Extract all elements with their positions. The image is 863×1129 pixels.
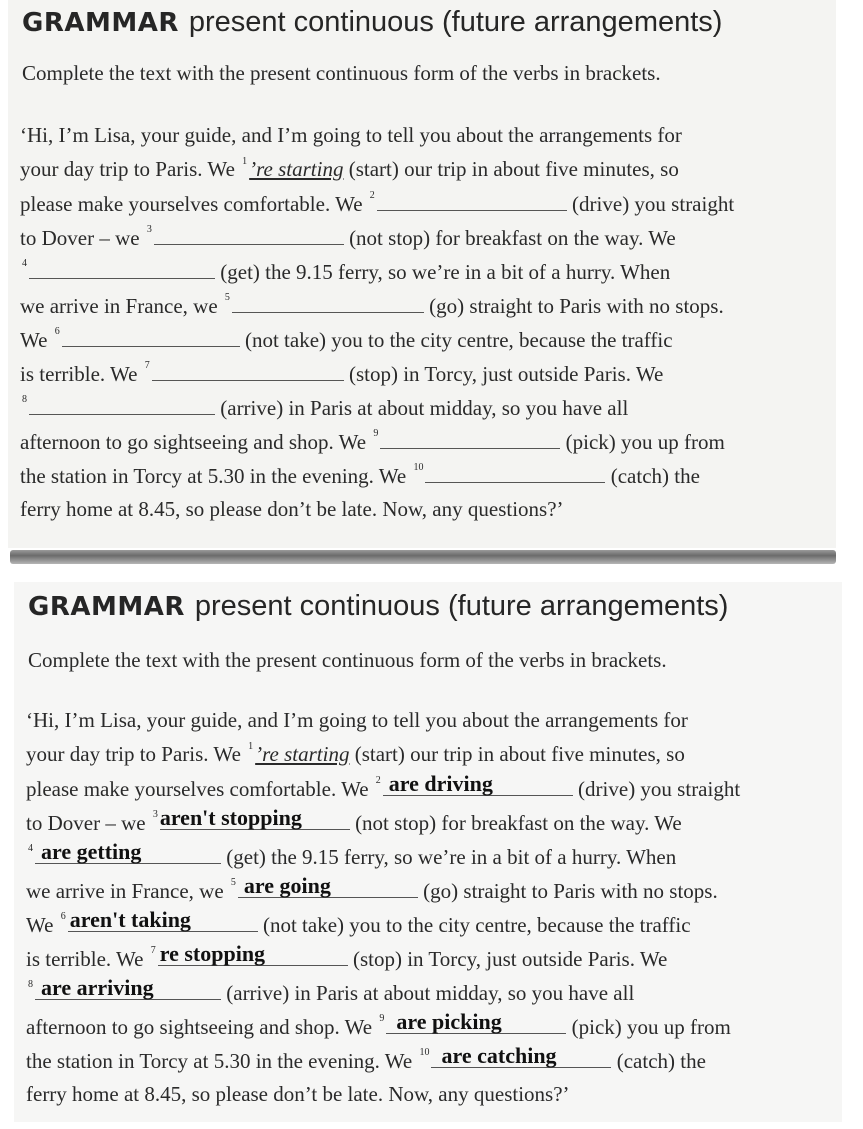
text-line: $^8$ (arrive) in Paris at about midday, so you have all — [22, 394, 629, 420]
answer-field[interactable] — [158, 941, 348, 966]
text-line: afternoon to go sightseeing and shop. We $^9$ are picking (pick) you up from — [26, 1009, 731, 1039]
text-line: please make yourselves comfortable. We $^2$ (drive) you straight — [20, 190, 735, 216]
answer-field[interactable] — [35, 839, 221, 864]
grammar-label: GRAMMAR — [22, 8, 179, 38]
text-line: ferry home at 8.45, so please don’t be late. Now, any questions?’ — [20, 497, 564, 521]
text-line: to Dover – we $^3$ aren't stopping (not stop) for breakfast on the way. We — [26, 805, 682, 835]
answer-blank[interactable] — [152, 360, 344, 381]
answer-blank[interactable] — [380, 428, 560, 449]
answer-blank[interactable] — [425, 462, 605, 483]
exercise-heading — [28, 590, 728, 623]
heading-title: present continuous (future arrangements) — [194, 590, 729, 622]
answer-field[interactable] — [68, 907, 258, 932]
text-line: the station in Torcy at 5.30 in the evening. We $^{10}$ are catching (catch) the — [26, 1043, 706, 1073]
answer-field[interactable] — [238, 873, 418, 898]
text-line: to Dover – we $^3$ (not stop) for breakfast on the way. We — [20, 224, 676, 250]
text-line: afternoon to go sightseeing and shop. We $^9$ (pick) you up from — [20, 428, 725, 454]
text-line: is terrible. We $^7$ re stopping (stop) in Torcy, just outside Paris. We — [26, 941, 668, 971]
text-line: we arrive in France, we $^5$ are going (go) straight to Paris with no stops. — [26, 873, 718, 903]
answer-blank[interactable] — [232, 292, 424, 313]
text-line: we arrive in France, we $^5$ (go) straight to Paris with no stops. — [20, 292, 724, 318]
text-line: We $^6$ (not take) you to the city centre, because the traffic — [20, 326, 673, 352]
answer-text: are picking — [396, 1009, 502, 1034]
answer-text: aren't stopping — [159, 805, 302, 830]
answer-field[interactable] — [383, 771, 573, 796]
divider — [10, 550, 836, 564]
text-line: ‘Hi, I’m Lisa, your guide, and I’m going to tell you about the arrangements for — [20, 123, 682, 147]
answer-text: are catching — [441, 1043, 557, 1068]
exercise-panel-blank — [8, 0, 836, 548]
grammar-label: GRAMMAR — [28, 592, 185, 622]
answer-text: re stopping — [159, 941, 266, 966]
answer-blank[interactable] — [62, 326, 240, 347]
answer-field[interactable] — [159, 805, 350, 830]
text-line: ‘Hi, I’m Lisa, your guide, and I’m going to tell you about the arrangements for — [26, 708, 688, 732]
answer-blank[interactable] — [154, 224, 344, 245]
text-line: $^4$ are getting (get) the 9.15 ferry, so we’re in a bit of a hurry. When — [28, 839, 677, 869]
answer-text: aren't taking — [69, 907, 191, 932]
heading-title: present continuous (future arrangements) — [188, 6, 723, 38]
answer-text: are getting — [41, 839, 142, 864]
answer-field[interactable] — [35, 975, 221, 1000]
answer-text: are going — [243, 873, 331, 898]
answer-blank[interactable] — [29, 394, 215, 415]
text-line: $^8$ are arriving (arrive) in Paris at about midday, so you have all — [28, 975, 635, 1005]
instruction: Complete the text with the present continuous form of the verbs in brackets. — [28, 648, 667, 672]
example-answer: ’re starting — [249, 157, 344, 181]
answer-field[interactable] — [431, 1043, 611, 1068]
answer-text: are driving — [388, 771, 493, 796]
text-line: $^4$ (get) the 9.15 ferry, so we’re in a bit of a hurry. When — [22, 258, 671, 284]
text-line: ferry home at 8.45, so please don’t be late. Now, any questions?’ — [26, 1082, 570, 1106]
text-line: your day trip to Paris. We $^1$’re starting (start) our trip in about five minutes, so — [20, 156, 679, 181]
text-line: is terrible. We $^7$ (stop) in Torcy, just outside Paris. We — [20, 360, 664, 386]
text-line: your day trip to Paris. We $^1$’re starting (start) our trip in about five minutes, so — [26, 741, 685, 766]
text-line: We $^6$ aren't taking (not take) you to the city centre, because the traffic — [26, 907, 691, 937]
text-line: the station in Torcy at 5.30 in the evening. We $^{10}$ (catch) the — [20, 462, 700, 488]
exercise-panel-answered — [14, 582, 842, 1122]
text-line: please make yourselves comfortable. We $^2$ are driving (drive) you straight — [26, 771, 741, 801]
answer-blank[interactable] — [29, 258, 215, 279]
answer-field[interactable] — [386, 1009, 566, 1034]
exercise-heading — [22, 6, 722, 39]
example-answer: ’re starting — [255, 742, 350, 766]
instruction: Complete the text with the present continuous form of the verbs in brackets. — [22, 61, 661, 85]
answer-blank[interactable] — [377, 190, 567, 211]
answer-text: are arriving — [41, 975, 154, 1000]
